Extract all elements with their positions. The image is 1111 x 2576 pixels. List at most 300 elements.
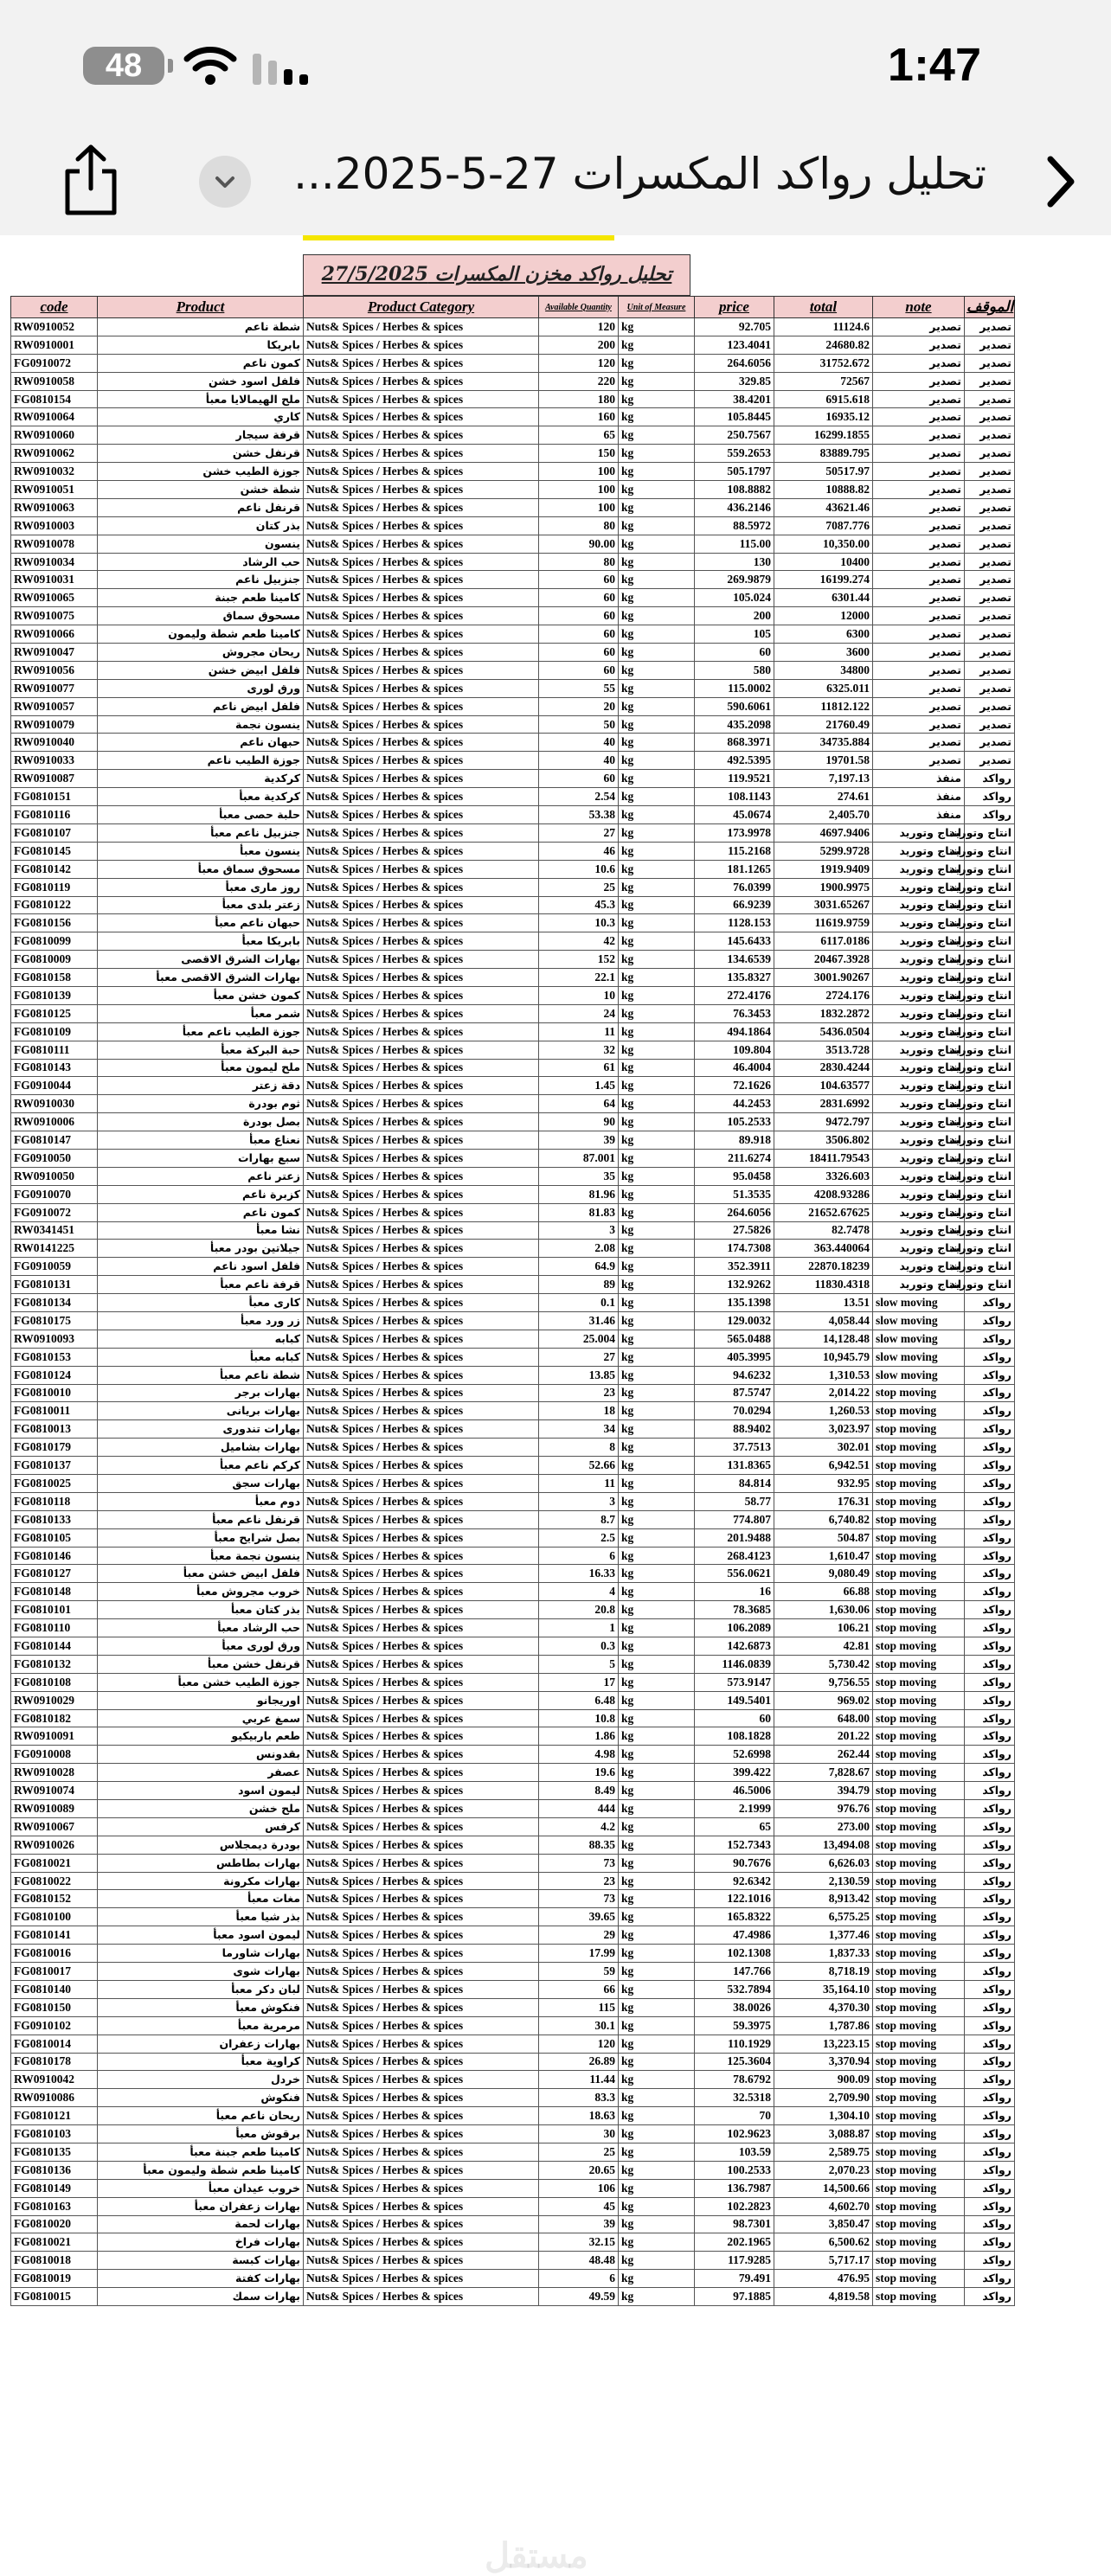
cell-category: Nuts& Spices / Herbes & spices (304, 734, 539, 752)
cell-unit: kg (619, 2035, 695, 2053)
cell-category: Nuts& Spices / Herbes & spices (304, 2288, 539, 2306)
cell-total: 4,602.70 (774, 2197, 873, 2215)
cell-code: FG0810178 (11, 2053, 98, 2071)
cell-code: FG0810021 (11, 2233, 98, 2252)
cell-position: تصدير (965, 336, 1015, 354)
cell-product: بصل شرايح معبأ (98, 1528, 304, 1547)
cell-code: FG0810099 (11, 932, 98, 951)
cell-price: 123.4041 (695, 336, 774, 354)
cell-category: Nuts& Spices / Herbes & spices (304, 1583, 539, 1601)
cell-note: stop moving (873, 2215, 965, 2233)
cell-unit: kg (619, 1817, 695, 1836)
cell-category: Nuts& Spices / Herbes & spices (304, 2179, 539, 2197)
cell-unit: kg (619, 1330, 695, 1348)
cell-product: مرمرية معبأ (98, 2016, 304, 2035)
cell-category: Nuts& Spices / Herbes & spices (304, 1221, 539, 1240)
cell-category: Nuts& Spices / Herbes & spices (304, 2016, 539, 2035)
cell-category: Nuts& Spices / Herbes & spices (304, 1077, 539, 1095)
cell-position: رواكد (965, 1366, 1015, 1384)
cell-price: 505.1797 (695, 463, 774, 481)
cell-price: 119.9521 (695, 770, 774, 788)
cell-product: شمر معبأ (98, 1004, 304, 1022)
cell-unit: kg (619, 986, 695, 1004)
cell-note: انتاج وتوريد (873, 1240, 965, 1258)
cell-product: جوزة الطيب خشن (98, 463, 304, 481)
cell-unit: kg (619, 516, 695, 535)
cell-price: 2.1999 (695, 1800, 774, 1818)
cell-total: 504.87 (774, 1528, 873, 1547)
table-row (11, 1963, 1015, 1981)
cell-code: FG0810011 (11, 1402, 98, 1420)
cell-note: slow moving (873, 1348, 965, 1366)
cell-total: 176.31 (774, 1492, 873, 1510)
cell-category: Nuts& Spices / Herbes & spices (304, 1475, 539, 1493)
cell-unit: kg (619, 1258, 695, 1276)
cell-note: stop moving (873, 1872, 965, 1890)
cell-price: 38.0026 (695, 1998, 774, 2016)
cell-unit: kg (619, 697, 695, 715)
cell-price: 95.0458 (695, 1167, 774, 1185)
cell-qty: 35 (539, 1167, 619, 1185)
cell-position: رواكد (965, 1655, 1015, 1673)
cell-total: 476.95 (774, 2270, 873, 2288)
cell-total: 1919.9409 (774, 860, 873, 878)
table-row (11, 2161, 1015, 2179)
cell-unit: kg (619, 1963, 695, 1981)
inventory-table (10, 296, 1015, 2306)
cell-unit: kg (619, 752, 695, 770)
cell-qty: 18 (539, 1402, 619, 1420)
cell-product: بودرة ديمجلاس (98, 1836, 304, 1854)
cell-unit: kg (619, 1764, 695, 1782)
chevron-right-icon[interactable] (1035, 147, 1087, 216)
cell-position: انتاج وتوريد (965, 1276, 1015, 1294)
table-row (11, 1709, 1015, 1727)
cell-product: بهارات بطاطس (98, 1854, 304, 1872)
cell-position: انتاج وتوريد (965, 1167, 1015, 1185)
cell-note: انتاج وتوريد (873, 1113, 965, 1131)
cell-code: FG0810107 (11, 823, 98, 842)
cell-code: FG0910072 (11, 354, 98, 372)
cell-price: 97.1885 (695, 2288, 774, 2306)
cell-qty: 8.7 (539, 1510, 619, 1528)
cell-position: تصدير (965, 535, 1015, 553)
cell-price: 556.0621 (695, 1565, 774, 1583)
cell-price: 399.422 (695, 1764, 774, 1782)
cell-total: 16199.274 (774, 571, 873, 589)
cell-price: 105.024 (695, 589, 774, 607)
cell-product: بهارات زعفران معبأ (98, 2197, 304, 2215)
cell-unit: kg (619, 1565, 695, 1583)
cell-position: رواكد (965, 1565, 1015, 1583)
cell-price: 590.6061 (695, 697, 774, 715)
cell-total: 976.76 (774, 1800, 873, 1818)
cell-product: ينسون نجمة معبأ (98, 1547, 304, 1565)
cell-note: stop moving (873, 1492, 965, 1510)
cell-total: 5,717.17 (774, 2252, 873, 2270)
cell-position: انتاج وتوريد (965, 1004, 1015, 1022)
cell-qty: 13.85 (539, 1366, 619, 1384)
cell-category: Nuts& Spices / Herbes & spices (304, 445, 539, 463)
cell-product: كمون ناعم (98, 1203, 304, 1221)
cell-total: 42.81 (774, 1637, 873, 1656)
cell-total: 66.88 (774, 1583, 873, 1601)
cell-price: 868.3971 (695, 734, 774, 752)
cell-product: بهارات شاورما (98, 1945, 304, 1963)
cell-price: 27.5826 (695, 1221, 774, 1240)
cell-price: 109.804 (695, 1041, 774, 1059)
cell-position: تصدير (965, 445, 1015, 463)
cell-total: 394.79 (774, 1782, 873, 1800)
cell-total: 6,626.03 (774, 1854, 873, 1872)
cell-unit: kg (619, 481, 695, 499)
cell-price: 108.8882 (695, 481, 774, 499)
cell-price: 264.6056 (695, 1203, 774, 1221)
cell-unit: kg (619, 1619, 695, 1637)
table-row (11, 1492, 1015, 1510)
table-row (11, 1817, 1015, 1836)
cell-product: شطة خشن (98, 481, 304, 499)
cell-qty: 4.2 (539, 1817, 619, 1836)
cell-code: FG0810014 (11, 2035, 98, 2053)
cell-total: 1,610.47 (774, 1547, 873, 1565)
cell-code: FG0810119 (11, 878, 98, 896)
cell-total: 274.61 (774, 788, 873, 806)
cell-position: تصدير (965, 607, 1015, 625)
cell-note: تصدير (873, 481, 965, 499)
cell-product: خروب عيدان معبأ (98, 2179, 304, 2197)
table-row (11, 1457, 1015, 1475)
spreadsheet-view[interactable] (0, 235, 1111, 2575)
cell-price: 1128.153 (695, 914, 774, 932)
cell-product: برقوش معبأ (98, 2125, 304, 2143)
cell-code: FG0810140 (11, 1980, 98, 1998)
column-header-note: note (873, 297, 965, 318)
cell-note: stop moving (873, 1854, 965, 1872)
cell-note: stop moving (873, 1655, 965, 1673)
cell-price: 78.6792 (695, 2071, 774, 2089)
cell-category: Nuts& Spices / Herbes & spices (304, 1294, 539, 1312)
cell-product: كبابه معبأ (98, 1348, 304, 1366)
cell-code: FG0810105 (11, 1528, 98, 1547)
cell-position: تصدير (965, 752, 1015, 770)
cell-unit: kg (619, 463, 695, 481)
cell-price: 58.77 (695, 1492, 774, 1510)
cell-code: RW0141225 (11, 1240, 98, 1258)
cell-total: 3326.603 (774, 1167, 873, 1185)
cell-total: 4697.9406 (774, 823, 873, 842)
cell-category: Nuts& Spices / Herbes & spices (304, 1963, 539, 1981)
table-header-row (11, 297, 1015, 318)
cell-code: FG0810150 (11, 1998, 98, 2016)
cell-unit: kg (619, 1746, 695, 1764)
table-row (11, 1980, 1015, 1998)
cell-product: ريحان مجروش (98, 644, 304, 662)
cell-product: بهارات سمك (98, 2288, 304, 2306)
cell-position: انتاج وتوريد (965, 1258, 1015, 1276)
cell-product: نعناع معبأ (98, 1131, 304, 1150)
cell-unit: kg (619, 589, 695, 607)
table-row (11, 951, 1015, 969)
cell-total: 6,942.51 (774, 1457, 873, 1475)
table-row (11, 1330, 1015, 1348)
cell-price: 436.2146 (695, 498, 774, 516)
cell-position: انتاج وتوريد (965, 823, 1015, 842)
cell-position: رواكد (965, 1908, 1015, 1926)
cell-total: 106.21 (774, 1619, 873, 1637)
cell-price: 70 (695, 2107, 774, 2125)
table-row (11, 1077, 1015, 1095)
cell-position: تصدير (965, 463, 1015, 481)
cell-total: 1,787.86 (774, 2016, 873, 2035)
cell-product: ينسون (98, 535, 304, 553)
highlighted-cell (303, 235, 614, 240)
cell-unit: kg (619, 1240, 695, 1258)
cell-price: 60 (695, 644, 774, 662)
cell-product: فلفل ابيض خشن (98, 661, 304, 679)
cell-position: تصدير (965, 372, 1015, 390)
cell-note: stop moving (873, 2252, 965, 2270)
cell-category: Nuts& Spices / Herbes & spices (304, 1890, 539, 1908)
table-row (11, 1655, 1015, 1673)
cell-qty: 3 (539, 1492, 619, 1510)
cell-category: Nuts& Spices / Herbes & spices (304, 1547, 539, 1565)
cell-unit: kg (619, 1980, 695, 1998)
cell-code: FG0810009 (11, 951, 98, 969)
cell-product: بهارات كفتة (98, 2270, 304, 2288)
cell-category: Nuts& Spices / Herbes & spices (304, 823, 539, 842)
cell-position: رواكد (965, 1330, 1015, 1348)
cell-price: 130 (695, 553, 774, 571)
table-row (11, 986, 1015, 1004)
cell-qty: 20 (539, 697, 619, 715)
table-row (11, 1673, 1015, 1691)
cell-price: 134.6539 (695, 951, 774, 969)
cell-qty: 60 (539, 571, 619, 589)
cell-qty: 1 (539, 1619, 619, 1637)
table-row (11, 1945, 1015, 1963)
cell-category: Nuts& Spices / Herbes & spices (304, 481, 539, 499)
cell-note: stop moving (873, 1926, 965, 1945)
cell-total: 3,850.47 (774, 2215, 873, 2233)
cell-product: بقدونس (98, 1746, 304, 1764)
cell-product: قرفة سيجار (98, 426, 304, 445)
column-header-unit: Unit of Measure (619, 297, 695, 318)
table-row (11, 2016, 1015, 2035)
cell-product: كامينا طعم جبنة (98, 589, 304, 607)
cell-position: انتاج وتوريد (965, 1113, 1015, 1131)
cell-product: كبابه (98, 1330, 304, 1348)
table-row (11, 1366, 1015, 1384)
cell-unit: kg (619, 390, 695, 408)
cell-position: رواكد (965, 1475, 1015, 1493)
table-row (11, 2270, 1015, 2288)
cell-total: 302.01 (774, 1439, 873, 1457)
cell-qty: 23 (539, 1384, 619, 1402)
table-row (11, 1041, 1015, 1059)
cell-position: رواكد (965, 1311, 1015, 1330)
cell-unit: kg (619, 2107, 695, 2125)
cell-position: رواكد (965, 1348, 1015, 1366)
cell-product: جيلاتين بودر معبأ (98, 1240, 304, 1258)
cell-code: RW0910050 (11, 1167, 98, 1185)
cell-product: ليمون اسود (98, 1782, 304, 1800)
cell-note: stop moving (873, 1691, 965, 1709)
cell-note: انتاج وتوريد (873, 1095, 965, 1113)
cell-code: FG0910044 (11, 1077, 98, 1095)
cell-qty: 2.08 (539, 1240, 619, 1258)
cell-position: رواكد (965, 1926, 1015, 1945)
cell-total: 24680.82 (774, 336, 873, 354)
table-row (11, 336, 1015, 354)
cell-code: RW0910047 (11, 644, 98, 662)
cell-unit: kg (619, 823, 695, 842)
cell-code: FG0810015 (11, 2288, 98, 2306)
cell-product: بهارات بريانى (98, 1402, 304, 1420)
cell-price: 135.1398 (695, 1294, 774, 1312)
cell-position: رواكد (965, 1420, 1015, 1439)
cell-note: stop moving (873, 1836, 965, 1854)
cell-qty: 106 (539, 2179, 619, 2197)
cell-position: تصدير (965, 589, 1015, 607)
table-row (11, 1565, 1015, 1583)
cell-category: Nuts& Spices / Herbes & spices (304, 2089, 539, 2107)
cell-position: رواكد (965, 770, 1015, 788)
cell-note: تصدير (873, 607, 965, 625)
cell-price: 492.5395 (695, 752, 774, 770)
cell-total: 13.51 (774, 1294, 873, 1312)
cell-unit: kg (619, 607, 695, 625)
table-row (11, 1475, 1015, 1493)
cell-qty: 60 (539, 770, 619, 788)
cell-product: حبهان ناعم معبأ (98, 914, 304, 932)
cell-unit: kg (619, 2197, 695, 2215)
cell-product: كركدية معبأ (98, 788, 304, 806)
cell-note: تصدير (873, 697, 965, 715)
cell-product: بصل بودرة (98, 1113, 304, 1131)
cell-qty: 10.8 (539, 1709, 619, 1727)
table-row (11, 1131, 1015, 1150)
table-row (11, 1854, 1015, 1872)
cell-price: 200 (695, 607, 774, 625)
cell-total: 7087.776 (774, 516, 873, 535)
cell-price: 110.1929 (695, 2035, 774, 2053)
table-row (11, 2215, 1015, 2233)
cell-unit: kg (619, 2215, 695, 2233)
cell-category: Nuts& Spices / Herbes & spices (304, 318, 539, 336)
cell-price: 565.0488 (695, 1330, 774, 1348)
cell-total: 104.63577 (774, 1077, 873, 1095)
cell-product: جوزة الطيب ناعم معبأ (98, 1022, 304, 1041)
cell-qty: 19.6 (539, 1764, 619, 1782)
cell-category: Nuts& Spices / Herbes & spices (304, 354, 539, 372)
table-row (11, 697, 1015, 715)
cell-qty: 49.59 (539, 2288, 619, 2306)
cell-unit: kg (619, 2071, 695, 2089)
cell-position: رواكد (965, 1963, 1015, 1981)
cell-total: 273.00 (774, 1817, 873, 1836)
title-menu-button[interactable] (199, 156, 251, 208)
cell-product: حبة البركة معبأ (98, 1041, 304, 1059)
cell-category: Nuts& Spices / Herbes & spices (304, 498, 539, 516)
cell-unit: kg (619, 1601, 695, 1619)
table-row (11, 1384, 1015, 1402)
cell-note: stop moving (873, 1510, 965, 1528)
share-icon[interactable] (61, 144, 121, 216)
cell-unit: kg (619, 1077, 695, 1095)
cell-product: كارى معبأ (98, 1294, 304, 1312)
table-row (11, 2089, 1015, 2107)
cell-code: RW0910091 (11, 1727, 98, 1746)
cell-position: رواكد (965, 2016, 1015, 2035)
cell-price: 129.0032 (695, 1311, 774, 1330)
cell-category: Nuts& Spices / Herbes & spices (304, 535, 539, 553)
table-row (11, 1167, 1015, 1185)
cell-total: 34735.884 (774, 734, 873, 752)
cell-total: 2,589.75 (774, 2143, 873, 2161)
cell-code: FG0810142 (11, 860, 98, 878)
cell-product: ليمون اسود معبأ (98, 1926, 304, 1945)
cell-qty: 120 (539, 318, 619, 336)
cell-product: ينسون نجمة (98, 715, 304, 734)
cell-total: 22870.18239 (774, 1258, 873, 1276)
cell-price: 38.4201 (695, 390, 774, 408)
cell-unit: kg (619, 354, 695, 372)
cell-product: سمغ عربي (98, 1709, 304, 1727)
table-row (11, 1203, 1015, 1221)
cell-category: Nuts& Spices / Herbes & spices (304, 1258, 539, 1276)
cell-price: 202.1965 (695, 2233, 774, 2252)
cell-total: 262.44 (774, 1746, 873, 1764)
cell-unit: kg (619, 498, 695, 516)
cell-price: 103.59 (695, 2143, 774, 2161)
cell-unit: kg (619, 336, 695, 354)
cell-category: Nuts& Spices / Herbes & spices (304, 2125, 539, 2143)
cell-note: انتاج وتوريد (873, 1167, 965, 1185)
cell-position: رواكد (965, 2071, 1015, 2089)
cell-product: خردل (98, 2071, 304, 2089)
cell-note: انتاج وتوريد (873, 914, 965, 932)
table-row (11, 734, 1015, 752)
cell-code: FG0810122 (11, 896, 98, 914)
cell-code: RW0910034 (11, 553, 98, 571)
cell-unit: kg (619, 1836, 695, 1854)
cell-total: 18411.79543 (774, 1149, 873, 1167)
cell-product: حلبة حصى معبأ (98, 806, 304, 824)
cell-code: FG0810158 (11, 969, 98, 987)
cell-qty: 80 (539, 516, 619, 535)
cell-category: Nuts& Spices / Herbes & spices (304, 1041, 539, 1059)
table-row (11, 1311, 1015, 1330)
cell-note: انتاج وتوريد (873, 986, 965, 1004)
table-row (11, 445, 1015, 463)
cell-category: Nuts& Spices / Herbes & spices (304, 390, 539, 408)
cell-code: FG0810134 (11, 1294, 98, 1312)
table-row (11, 372, 1015, 390)
cell-product: ملح ليمون معبأ (98, 1059, 304, 1077)
cell-note: slow moving (873, 1294, 965, 1312)
table-row (11, 2288, 1015, 2306)
cell-position: رواكد (965, 1547, 1015, 1565)
cell-qty: 4.98 (539, 1746, 619, 1764)
cell-total: 7,828.67 (774, 1764, 873, 1782)
cell-price: 147.766 (695, 1963, 774, 1981)
cell-price: 92.6342 (695, 1872, 774, 1890)
table-row (11, 1528, 1015, 1547)
cell-code: FG0810110 (11, 1619, 98, 1637)
cell-unit: kg (619, 1510, 695, 1528)
cell-unit: kg (619, 1492, 695, 1510)
